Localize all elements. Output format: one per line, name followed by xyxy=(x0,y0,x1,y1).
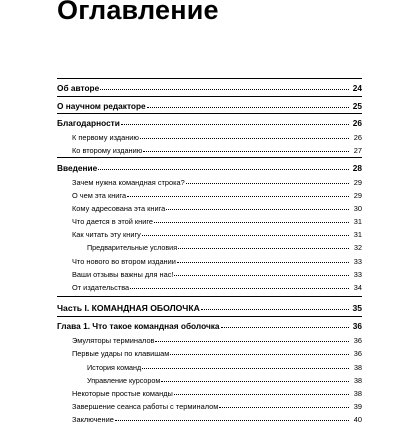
toc-entry-page: 33 xyxy=(353,270,362,279)
toc-entry-page: 38 xyxy=(354,363,362,372)
toc-entry-title: Первые удары по клавишам xyxy=(72,349,170,358)
toc-entry-title: Как читать эту книгу xyxy=(72,230,141,239)
toc-entry-page: 26 xyxy=(353,133,362,142)
toc-leader-dots xyxy=(140,130,349,139)
toc-leader-dots xyxy=(143,143,349,152)
toc-entry-page: 38 xyxy=(354,376,362,385)
toc-leader-dots xyxy=(121,116,349,125)
toc-leader-dots xyxy=(219,399,349,408)
toc-entry-page: 29 xyxy=(353,178,362,187)
toc-entry-page: 32 xyxy=(354,243,362,252)
toc-entry-title: Зачем нужна командная строка? xyxy=(72,178,185,187)
toc-separator xyxy=(57,96,362,97)
toc-leader-dots xyxy=(221,319,349,328)
toc-entry-page: 36 xyxy=(353,336,362,345)
toc-entry-page: 29 xyxy=(353,191,362,200)
toc-leader-dots xyxy=(142,360,349,369)
toc-entry-page: 36 xyxy=(353,349,362,358)
toc-entry-first-keystrokes[interactable] xyxy=(72,347,362,360)
toc-entry-title: История команд xyxy=(87,363,142,372)
toc-entry-title: Эмуляторы терминалов xyxy=(72,336,155,345)
toc-separator xyxy=(57,113,362,114)
toc-entry-title: Ко второму изданию xyxy=(72,146,143,155)
toc-leader-dots xyxy=(201,301,349,310)
toc-entry-page: 36 xyxy=(352,321,362,331)
toc-leader-dots xyxy=(147,99,349,108)
toc-entry-title: Об авторе xyxy=(57,83,100,93)
toc-leader-dots xyxy=(178,240,349,249)
toc-entry-part-1[interactable] xyxy=(57,302,362,315)
toc-entry-title: Благодарности xyxy=(57,118,120,128)
toc-leader-dots xyxy=(170,346,349,355)
toc-leader-dots xyxy=(186,175,349,184)
toc-separator xyxy=(57,157,362,158)
toc-leader-dots xyxy=(174,267,349,276)
toc-entry-title: От издательства xyxy=(72,283,130,292)
toc-entry-about-editor[interactable] xyxy=(57,100,362,113)
toc-leader-dots xyxy=(155,333,349,342)
toc-entry-page: 38 xyxy=(353,389,362,398)
toc-entry-title: Ваши отзывы важны для нас! xyxy=(72,270,174,279)
toc-entry-about-author[interactable] xyxy=(57,82,362,95)
toc-leader-dots xyxy=(142,227,349,236)
toc-entry-title: Кому адресована эта книга xyxy=(72,204,166,213)
toc-entry-title: Часть I. КОМАНДНАЯ ОБОЛОЧКА xyxy=(57,303,200,313)
page-title: Оглавление xyxy=(57,0,219,25)
toc-entry-page: 28 xyxy=(352,163,362,173)
toc-entry-prerequisites[interactable] xyxy=(87,241,362,254)
toc-leader-dots xyxy=(154,214,349,223)
toc-entry-acknowledgments[interactable] xyxy=(57,117,362,130)
toc-entry-title: Что нового во втором издании xyxy=(72,257,176,266)
toc-leader-dots xyxy=(166,201,349,210)
toc-entry-second-edition[interactable] xyxy=(72,144,362,157)
toc-entry-page: 27 xyxy=(353,146,362,155)
toc-leader-dots xyxy=(100,81,349,90)
toc-entry-title: Введение xyxy=(57,163,98,173)
toc-separator xyxy=(57,78,362,79)
toc-entry-title: О научном редакторе xyxy=(57,101,146,111)
toc-entry-page: 35 xyxy=(352,303,362,313)
toc-entry-title: Завершение сеанса работы с терминалом xyxy=(72,402,219,411)
toc-separator xyxy=(57,316,362,317)
toc-leader-dots xyxy=(130,280,349,289)
toc-entry-page: 31 xyxy=(353,217,362,226)
toc-entry-from-publisher[interactable] xyxy=(72,281,362,294)
toc-entry-title: Что дается в этой книге xyxy=(72,217,154,226)
toc-entry-chapter-1[interactable] xyxy=(57,320,362,333)
toc-entry-title: Предварительные условия xyxy=(87,243,178,252)
toc-entry-page: 40 xyxy=(353,415,362,424)
toc-entry-page: 24 xyxy=(352,83,362,93)
toc-leader-dots xyxy=(127,188,349,197)
toc-entry-introduction[interactable] xyxy=(57,162,362,175)
toc-entry-title: Некоторые простые команды xyxy=(72,389,173,398)
toc-entry-title: Заключение xyxy=(72,415,114,424)
toc-entry-page: 31 xyxy=(353,230,362,239)
toc-entry-page: 33 xyxy=(353,257,362,266)
toc-entry-page: 26 xyxy=(352,118,362,128)
toc-leader-dots xyxy=(174,386,349,395)
toc-leader-dots xyxy=(177,254,349,263)
toc-entry-page: 39 xyxy=(353,402,362,411)
toc-separator xyxy=(57,296,362,297)
toc-entry-page: 34 xyxy=(353,283,362,292)
toc-entry-title: Глава 1. Что такое командная оболочка xyxy=(57,321,220,331)
toc-entry-title: Управление курсором xyxy=(87,376,161,385)
toc-entry-title: К первому изданию xyxy=(72,133,139,142)
toc-entry-title: О чем эта книга xyxy=(72,191,127,200)
toc-entry-page: 30 xyxy=(353,204,362,213)
toc-entry-page: 25 xyxy=(352,101,362,111)
toc-leader-dots xyxy=(98,161,349,170)
toc-leader-dots xyxy=(161,373,349,382)
